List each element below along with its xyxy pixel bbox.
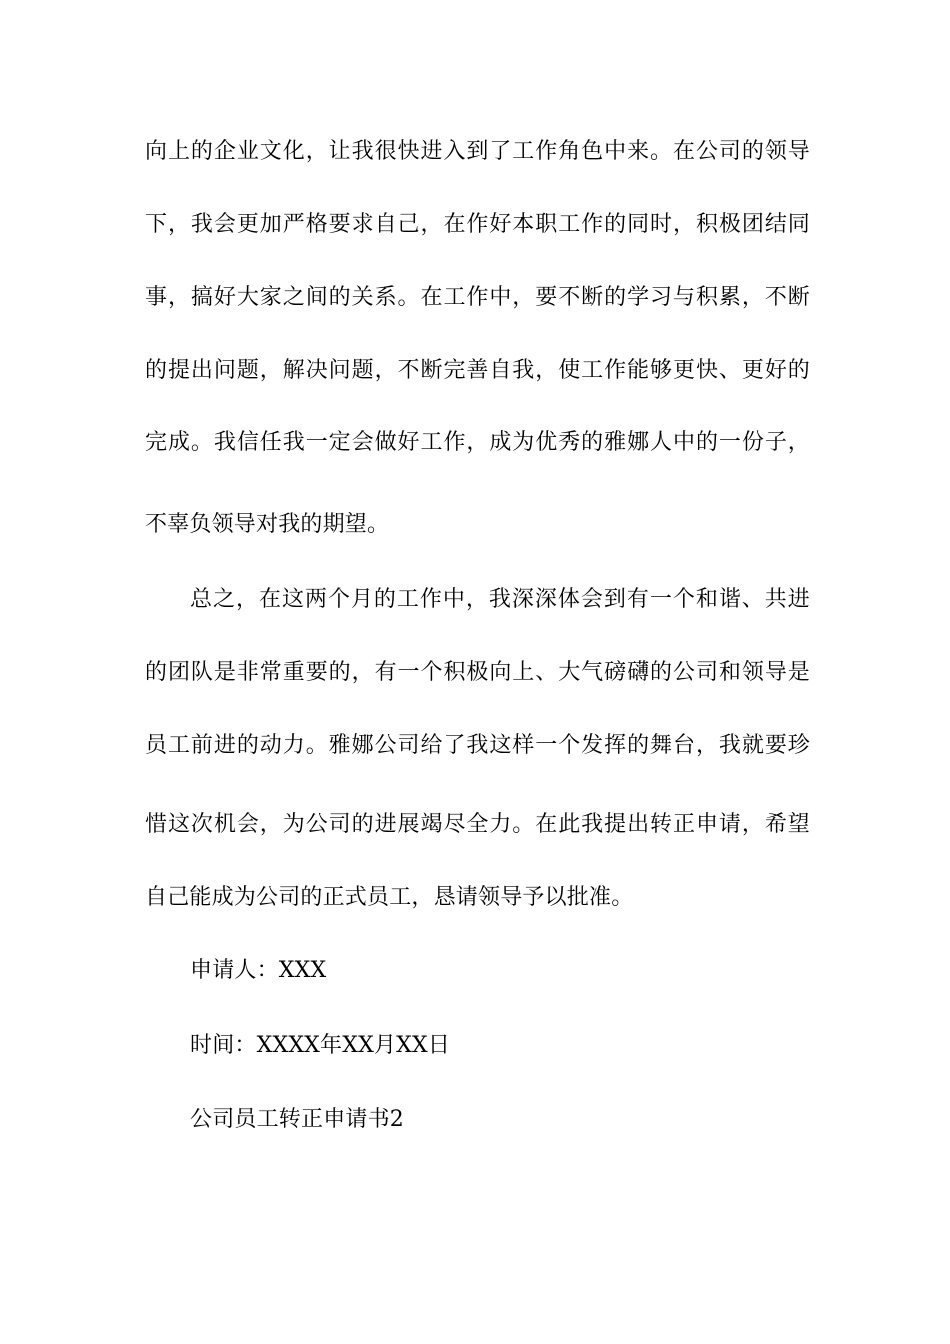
paragraph-line: 自己能成为公司的正式员工，恳请领导予以批准。 (145, 885, 634, 910)
paragraph-line: 向上的企业文化，让我很快进入到了工作角色中来。在公司的领导 (145, 139, 810, 164)
paragraph-line: 完成。我信任我一定会做好工作，成为优秀的雅娜人中的一份子， (145, 430, 810, 455)
paragraph-line: 的提出问题，解决问题，不断完善自我，使工作能够更快、更好的 (145, 358, 810, 383)
paragraph-line: 总之，在这两个月的工作中，我深深体会到有一个和谐、共进 (190, 587, 810, 612)
applicant-line: 申请人：XXX (190, 958, 327, 983)
paragraph-line: 员工前进的动力。雅娜公司给了我这样一个发挥的舞台，我就要珍 (145, 733, 810, 758)
paragraph-line: 的团队是非常重要的，有一个积极向上、大气磅礴的公司和领导是 (145, 660, 810, 685)
paragraph-line: 事，搞好大家之间的关系。在工作中，要不断的学习与积累，不断 (145, 285, 810, 310)
paragraph-line: 惜这次机会，为公司的进展竭尽全力。在此我提出转正申请，希望 (145, 812, 810, 837)
paragraph-line: 不辜负领导对我的期望。 (145, 512, 390, 537)
paragraph-line: 下，我会更加严格要求自己，在作好本职工作的同时，积极团结同 (145, 212, 810, 237)
date-line: 时间：XXXX年XX月XX日 (190, 1033, 451, 1058)
section-title: 公司员工转正申请书2 (190, 1107, 404, 1132)
